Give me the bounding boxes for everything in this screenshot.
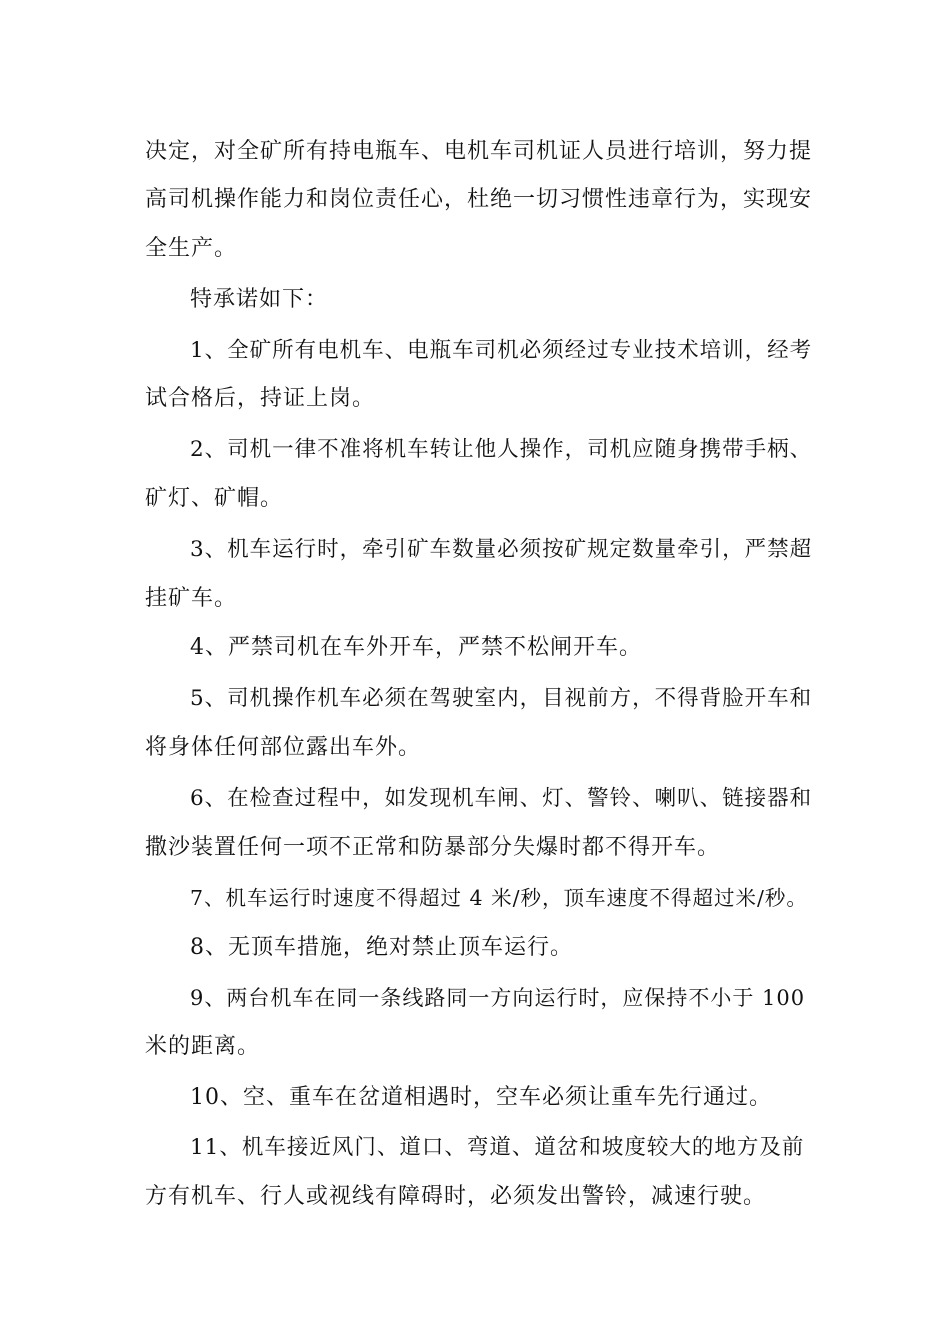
paragraph-line: 2、司机一律不准将机车转让他人操作，司机应随身携带手柄、 xyxy=(190,437,813,462)
paragraph-line: 9、两台机车在同一条线路同一方向运行时，应保持不小于 100 xyxy=(190,986,806,1010)
paragraph-line: 决定，对全矿所有持电瓶车、电机车司机证人员进行培训，努力提 xyxy=(145,139,813,164)
paragraph-line: 8、无顶车措施，绝对禁止顶车运行。 xyxy=(190,935,573,960)
paragraph-line: 全生产。 xyxy=(145,236,238,261)
paragraph-line: 4、严禁司机在车外开车，严禁不松闸开车。 xyxy=(190,635,642,660)
paragraph-line: 11、机车接近风门、道口、弯道、道岔和坡度较大的地方及前 xyxy=(190,1135,805,1160)
paragraph-line: 7、机车运行时速度不得超过 4 米/秒，顶车速度不得超过米/秒。 xyxy=(190,886,808,910)
paragraph-line: 矿灯、矿帽。 xyxy=(145,486,284,511)
paragraph-line: 6、在检查过程中，如发现机车闸、灯、警铃、喇叭、链接器和 xyxy=(190,786,813,811)
paragraph-line: 挂矿车。 xyxy=(145,586,238,611)
paragraph-line: 方有机车、行人或视线有障碍时，必须发出警铃，减速行驶。 xyxy=(145,1184,767,1209)
paragraph-line: 米的距离。 xyxy=(145,1034,261,1059)
paragraph-line: 1、全矿所有电机车、电瓶车司机必须经过专业技术培训，经考 xyxy=(190,338,813,363)
paragraph-line: 3、机车运行时，牵引矿车数量必须按矿规定数量牵引，严禁超 xyxy=(190,537,813,562)
paragraph-line: 撒沙装置任何一项不正常和防暴部分失爆时都不得开车。 xyxy=(145,835,721,860)
paragraph-line: 特承诺如下： xyxy=(190,287,329,312)
paragraph-line: 10、空、重车在岔道相遇时，空车必须让重车先行通过。 xyxy=(190,1085,772,1110)
paragraph-line: 将身体任何部位露出车外。 xyxy=(145,735,422,760)
paragraph-line: 高司机操作能力和岗位责任心，杜绝一切习惯性违章行为，实现安 xyxy=(145,187,813,212)
paragraph-line: 试合格后，持证上岗。 xyxy=(145,386,376,411)
paragraph-line: 5、司机操作机车必须在驾驶室内，目视前方，不得背脸开车和 xyxy=(190,686,813,711)
